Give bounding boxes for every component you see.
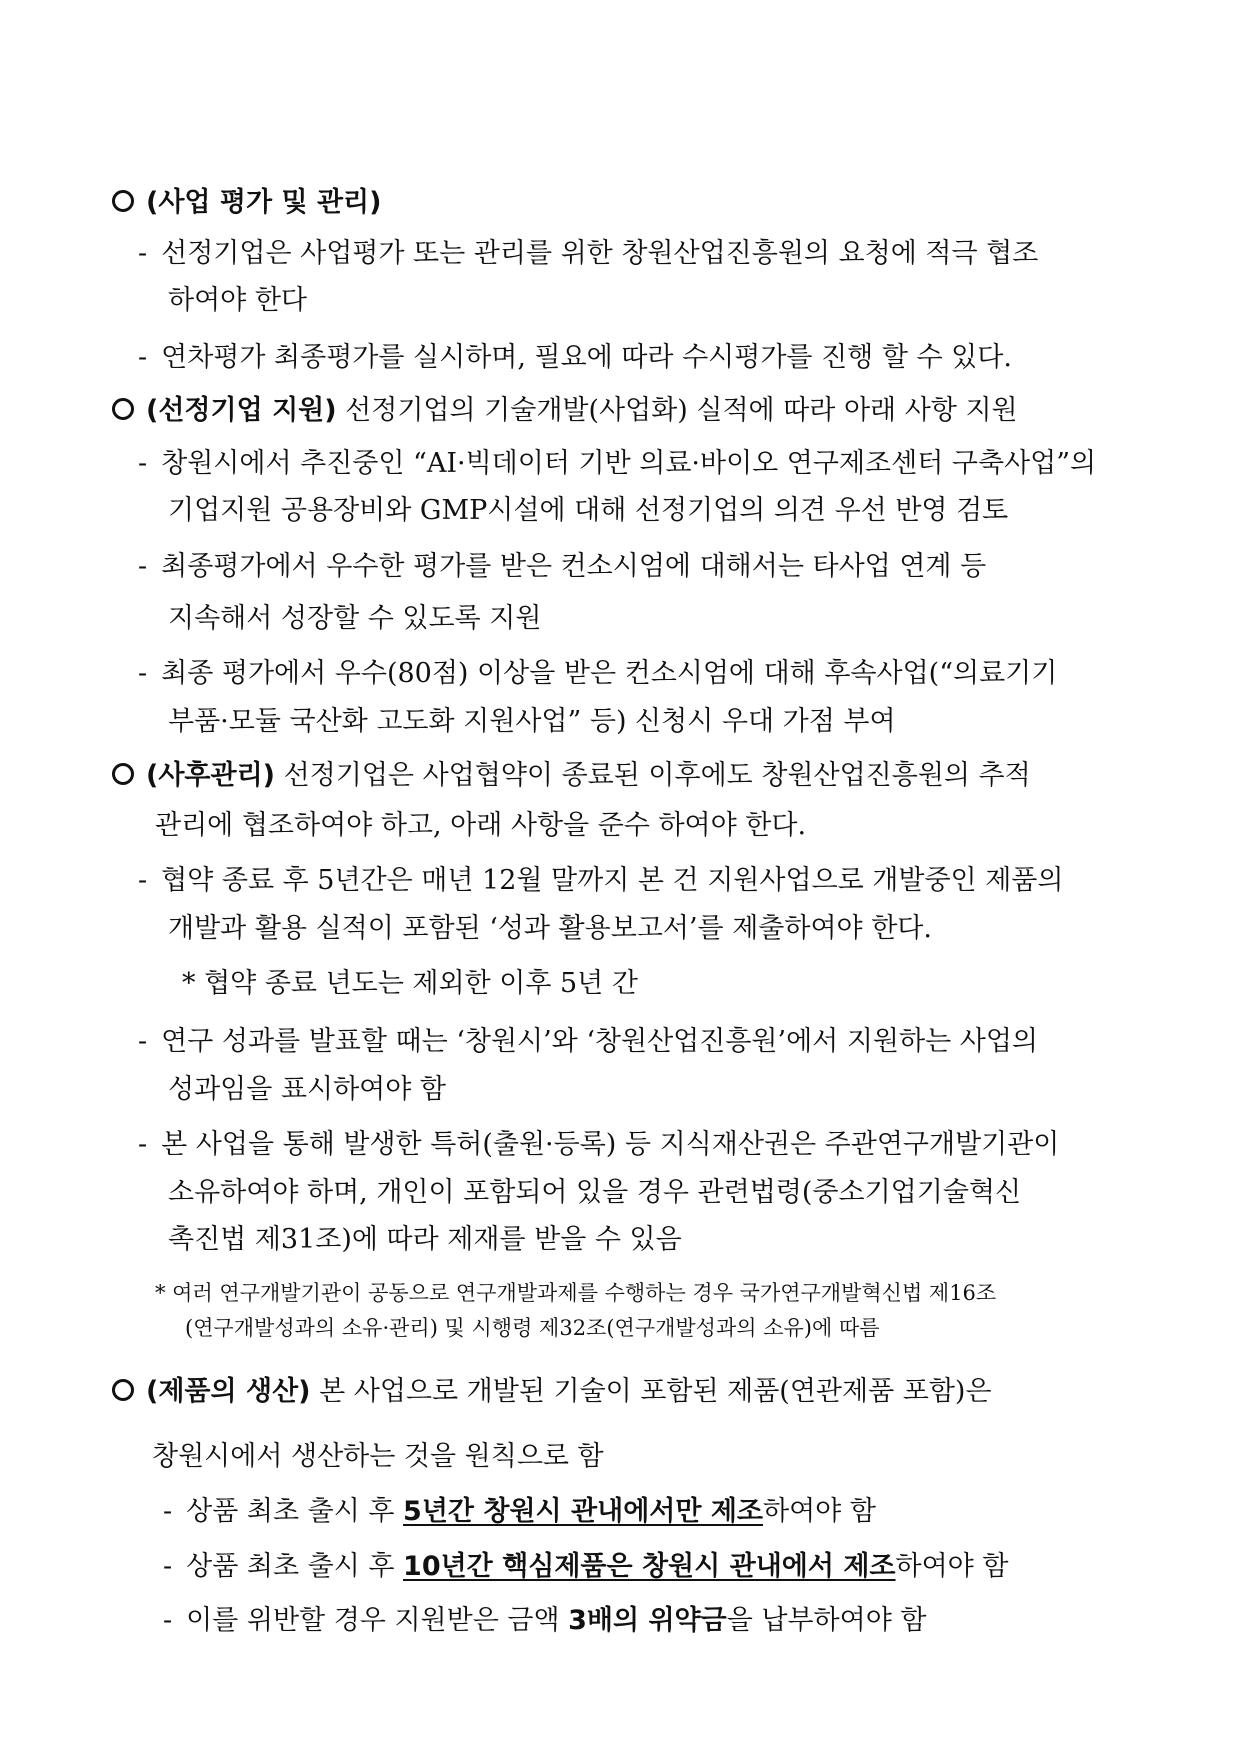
after-note-2-cont: (연구개발성과의 소유·관리) 및 시행령 제32조(연구개발성과의 소유)에 따름 (185, 1316, 880, 1340)
circle-bullet-icon (112, 190, 134, 212)
section-eval-heading: (사업 평가 및 관리) (112, 189, 381, 216)
eval-item-1: - 선정기업은 사업평가 또는 관리를 위한 창원산업진흥원의 요청에 적극 협조 (138, 238, 1039, 269)
after-item-2-cont: 성과임을 표시하여야 함 (168, 1074, 446, 1105)
after-item-3-cont: 소유하여야 하며, 개인이 포함되어 있을 경우 관련법령(중소기업기술혁신 (168, 1177, 1022, 1208)
support-item-1: - 창원시에서 추진중인 “AI·빅데이터 기반 의료·바이오 연구제조센터 구축사업”의 (138, 448, 1097, 479)
eval-item-1-cont: 하여야 한다 (168, 285, 307, 316)
after-item-3-cont2: 촉진법 제31조)에 따라 제재를 받을 수 있음 (168, 1224, 682, 1255)
after-note-1: * 협약 종료 년도는 제외한 이후 5년 간 (182, 968, 638, 999)
eval-item-2: - 연차평가 최종평가를 실시하며, 필요에 따라 수시평가를 진행 할 수 있다. (138, 342, 1012, 373)
circle-bullet-icon (112, 398, 134, 420)
section-production-heading: (제품의 생산) 본 사업으로 개발된 기술이 포함된 제품(연관제품 포함)은 (112, 1378, 992, 1405)
support-item-3: - 최종 평가에서 우수(80점) 이상을 받은 컨소시엄에 대해 후속사업(“의료기기 (138, 658, 1058, 689)
support-item-2: - 최종평가에서 우수한 평가를 받은 컨소시엄에 대해서는 타사업 연계 등 (138, 551, 987, 582)
production-item-1: - 상품 최초 출시 후 5년간 창원시 관내에서만 제조하여야 함 (163, 1496, 876, 1527)
section-after-text-cont: 관리에 협조하여야 하고, 아래 사항을 준수 하여야 한다. (155, 810, 807, 841)
after-note-2: * 여러 연구개발기관이 공동으로 연구개발과제를 수행하는 경우 국가연구개발혁신법 제16조 (155, 1281, 997, 1305)
production-item-2: - 상품 최초 출시 후 10년간 핵심제품은 창원시 관내에서 제조하여야 함 (163, 1551, 1009, 1582)
circle-bullet-icon (112, 1379, 134, 1401)
section-production-text-cont: 창원시에서 생산하는 것을 원칙으로 함 (152, 1441, 604, 1472)
section-support-heading: (선정기업 지원) 선정기업의 기술개발(사업화) 실적에 따라 아래 사항 지원 (112, 397, 1018, 424)
after-item-2: - 연구 성과를 발표할 때는 ‘창원시’와 ‘창원산업진흥원’에서 지원하는 사업의 (138, 1026, 1038, 1057)
section-after-heading: (사후관리) 선정기업은 사업협약이 종료된 이후에도 창원산업진흥원의 추적 (112, 762, 1031, 789)
support-item-1-cont: 기업지원 공용장비와 GMP시설에 대해 선정기업의 의견 우선 반영 검토 (168, 495, 1009, 526)
after-item-3: - 본 사업을 통해 발생한 특허(출원·등록) 등 지식재산권은 주관연구개발기관이 (138, 1129, 1060, 1160)
support-item-3-cont: 부품·모듈 국산화 고도화 지원사업” 등) 신청시 우대 가점 부여 (168, 706, 896, 737)
support-item-2-cont: 지속해서 성장할 수 있도록 지원 (168, 603, 542, 634)
after-item-1: - 협약 종료 후 5년간은 매년 12월 말까지 본 건 지원사업으로 개발중인 제품의 (138, 865, 1064, 896)
circle-bullet-icon (112, 763, 134, 785)
production-item-3: - 이를 위반할 경우 지원받은 금액 3배의 위약금을 납부하여야 함 (163, 1605, 927, 1636)
after-item-1-cont: 개발과 활용 실적이 포함된 ‘성과 활용보고서’를 제출하여야 한다. (168, 913, 932, 944)
